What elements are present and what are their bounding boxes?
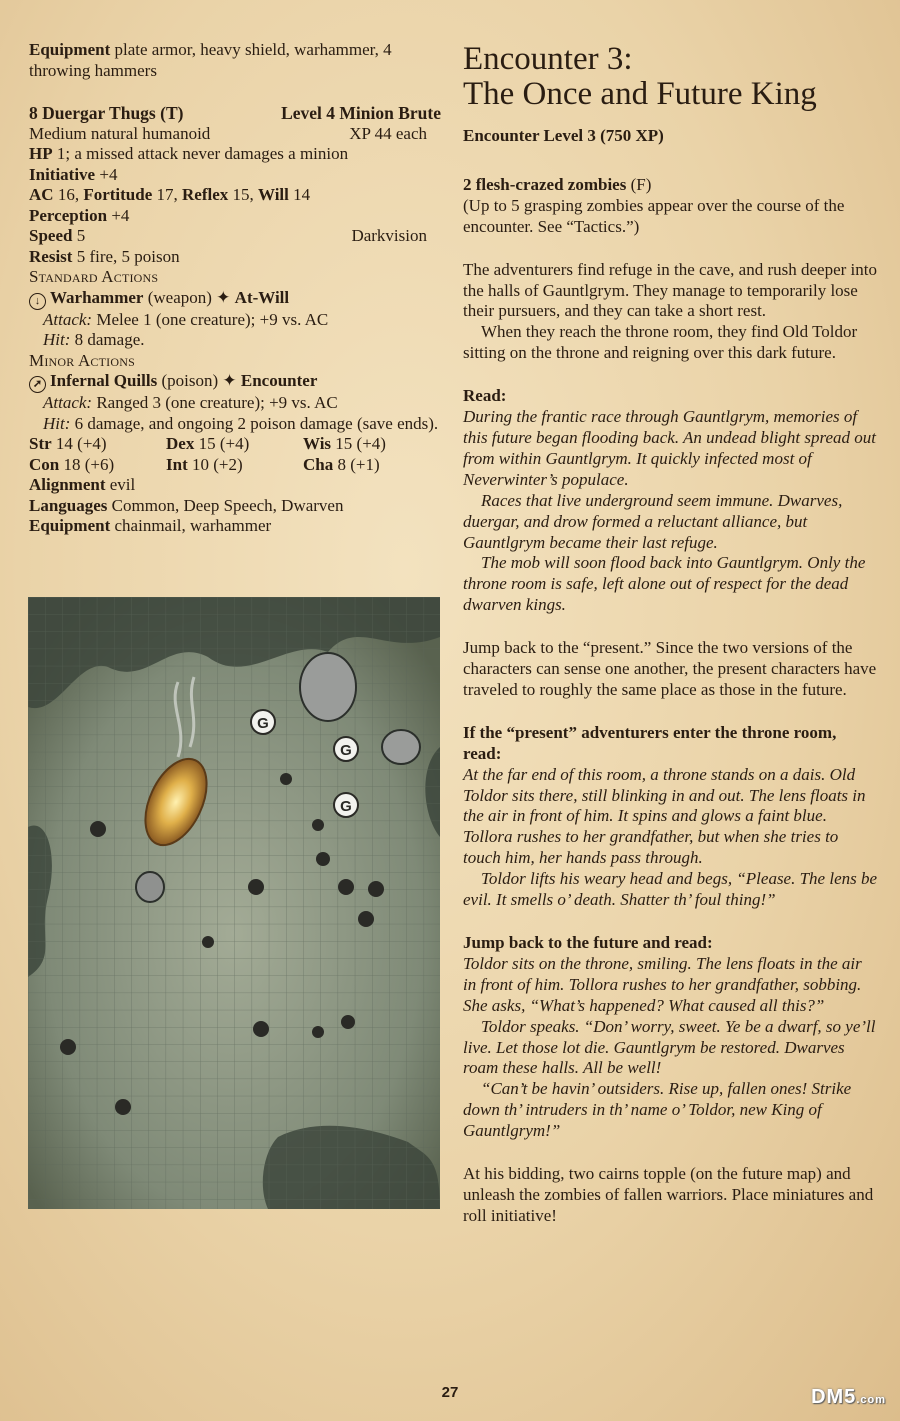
encounter-column [463,40,878,1227]
stat-block-title: 8 Duergar Thugs (T) [29,103,184,123]
read-heading: If the “present” adventurers enter the throne room, read: [463,722,837,763]
read-aloud-text: Toldor lifts his weary head and begs, “Please. The lens be evil. It smells o’ death. Shatter th’ foul thing!” [463,869,878,910]
duergar-marker [251,710,275,734]
hit-text: 8 damage. [74,330,145,349]
attack-label: Attack: [43,393,93,412]
watermark-text: DM5 [811,1386,857,1408]
duergar-marker [334,793,358,817]
encounter-map [28,597,440,1209]
map-grid [28,597,440,1209]
equipment-value: plate armor, heavy shield, warhammer, 4 throwing hammers [29,40,392,80]
quills-usage: Encounter [240,371,318,390]
hp-value: 1; a missed attack never damages a minion [56,144,349,163]
will-label: Will [258,185,289,204]
title-line-2: The Once and Future King [463,76,817,112]
wis-label: Wis [303,434,332,453]
body-paragraph: Jump back to the “present.” Since the two versions of the characters can sense one another, the present characters have traveled to roughly the same place as those in the future. [463,638,877,699]
int-value: 10 (+2) [191,454,243,474]
wis-value: 15 (+4) [335,434,386,453]
hit-text: 6 damage, and ongoing 2 poison damage (save ends). [74,413,439,433]
ac-value: 16, [57,185,80,204]
speed-line [29,226,441,247]
quills-hit [29,414,441,435]
minor-actions-heading: Minor Actions [29,350,135,370]
equipment-label: Equipment [29,40,111,59]
attack-text: Ranged 3 (one creature); +9 vs. AC [96,393,338,412]
creature-type: Medium natural humanoid [29,123,211,143]
fortitude-value: 17, [156,185,178,204]
boulder [136,872,164,902]
title-line-1: Encounter 3: [463,41,633,77]
int-label: Int [166,454,188,474]
defenses-line [29,185,441,206]
stat-block-level: Level 4 Minion Brute [281,103,441,123]
stat-block-header [29,103,441,124]
ability-scores-row-1 [29,434,441,455]
watermark-suffix: .com [856,1394,886,1406]
dex-value: 15 (+4) [198,434,250,453]
monster-tag: (F) [630,174,652,194]
body-paragraph: At his bidding, two cairns topple (on the future map) and unleash the zombies of fallen warriors. Place miniatures and roll initiative! [463,1164,874,1225]
boulder [300,653,356,721]
warhammer-attack [29,310,441,331]
hit-label: Hit: [43,413,71,433]
marker-label: G [340,742,352,759]
read-aloud-text: Races that live underground seem immune. Dwarves, duergar, and drow formed a reluctant alliance, but Gauntlgrym became their last refuge. [463,490,843,552]
quills-power [29,371,441,393]
hp-line [29,144,441,165]
intro-paragraph: When they reach the throne room, they find Old Toldor sitting on the throne and reigning over this dark future. [463,322,858,363]
quills-attack [29,393,441,414]
perception-value: +4 [111,205,130,225]
will-value: 14 [293,185,311,204]
hit-label: Hit: [43,330,71,349]
quills-keywords: (poison) ✦ [161,371,237,390]
read-heading: Jump back to the future and read: [463,933,713,952]
ability-scores-row-2 [29,455,441,476]
languages-label: Languages [29,495,108,515]
con-value: 18 (+6) [63,454,115,474]
read-aloud-text: Toldor speaks. “Don’ worry, sweet. Ye be a dwarf, so ye’ll live. Let those lot die. Gauntlgrym be restored. Dwarves roam these halls. All be well! [463,1016,876,1078]
watermark [811,1386,886,1409]
read-aloud-text: During the frantic race through Gauntlgrym, memories of this future began flooding back. An undead blight spread out from within Gauntlgrym. It quickly infected most of Neverwinter’s populace. [463,407,877,489]
equipment-value: chainmail, warhammer [114,516,272,535]
equipment-label: Equipment [29,516,111,535]
duergar-marker [334,737,358,761]
read-aloud-text: Toldor sits on the throne, smiling. The lens floats in the air in front of him. Tollora rushes to her grandfather, sobbing. She asks, “What’s happened? What caused all this?” [463,953,862,1015]
speed-value: 5 [76,226,86,245]
cha-value: 8 (+1) [337,454,380,474]
con-label: Con [29,454,60,474]
warhammer-name: Warhammer [50,287,144,307]
marker-label: G [257,715,269,732]
perception-label: Perception [29,205,108,225]
stat-block-column [29,40,441,537]
boulder [382,730,420,764]
page-number: 27 [441,1384,459,1401]
languages-value: Common, Deep Speech, Dwarven [111,495,344,515]
ac-label: AC [29,185,54,204]
marker-label: G [340,798,352,815]
warhammer-usage: At-Will [234,287,290,307]
xp-value: XP 44 each [349,123,427,143]
initiative-value: +4 [99,164,118,184]
resist-line [29,247,441,268]
encounter-title [463,42,878,112]
map-illustration [28,597,440,1209]
str-value: 14 (+4) [55,434,107,453]
quills-name: Infernal Quills [50,371,158,390]
fortitude-label: Fortitude [83,185,153,204]
resist-label: Resist [29,246,73,266]
warhammer-keywords: (weapon) ✦ [147,287,231,307]
initiative-line [29,165,441,186]
standard-actions-heading: Standard Actions [29,267,159,286]
monster-line [463,175,878,196]
melee-basic-icon: ↓ [29,293,46,310]
dex-label: Dex [166,434,195,453]
reflex-label: Reflex [182,185,229,204]
reflex-value: 15, [232,185,254,204]
alignment-value: evil [109,475,136,494]
attack-text: Melee 1 (one creature); +9 vs. AC [96,309,329,329]
attack-label: Attack: [43,309,93,329]
read-aloud-text: At the far end of this room, a throne stands on a dais. Old Toldor sits there, still blinking in and out. The lens floats in the air in front of him. It spins and glows a faint blue. Tollora rushes to her grandfather, but when she tries to touch him, her hands pass through. [463,764,866,868]
str-label: Str [29,434,52,453]
read-aloud-text: The mob will soon flood back into Gauntlgrym. Only the throne room is safe, left alone out of respect for the dead dwarven kings. [463,553,866,615]
speed-label: Speed [29,226,73,245]
warhammer-power [29,288,441,310]
read-heading: Read: [463,386,507,406]
monster-note: (Up to 5 grasping zombies appear over the course of the encounter. See “Tactics.”) [463,195,845,236]
alignment-label: Alignment [29,475,106,494]
type-line [29,124,441,145]
languages-line [29,496,441,517]
cha-label: Cha [303,454,334,474]
initiative-label: Initiative [29,164,96,184]
monster-name: 2 flesh-crazed zombies [463,174,627,194]
hp-label: HP [29,144,53,163]
resist-value: 5 fire, 5 poison [76,246,180,266]
equipment-line-top [29,40,441,81]
perception-line [29,206,441,227]
ranged-icon: ➚ [29,376,46,393]
intro-paragraph: The adventurers find refuge in the cave, and rush deeper into the halls of Gauntlgrym. They manage to temporarily lose their pursuers, and they can take a short rest. [463,259,877,321]
equipment-line [29,516,441,537]
read-aloud-text: “Can’t be havin’ outsiders. Rise up, fallen ones! Strike down th’ intruders in th’ name o’ Toldor, new King of Gauntlgrym!” [463,1079,852,1141]
warhammer-hit [29,330,441,351]
encounter-level: Encounter Level 3 (750 XP) [463,126,664,145]
alignment-line [29,475,441,496]
darkvision: Darkvision [351,226,427,245]
